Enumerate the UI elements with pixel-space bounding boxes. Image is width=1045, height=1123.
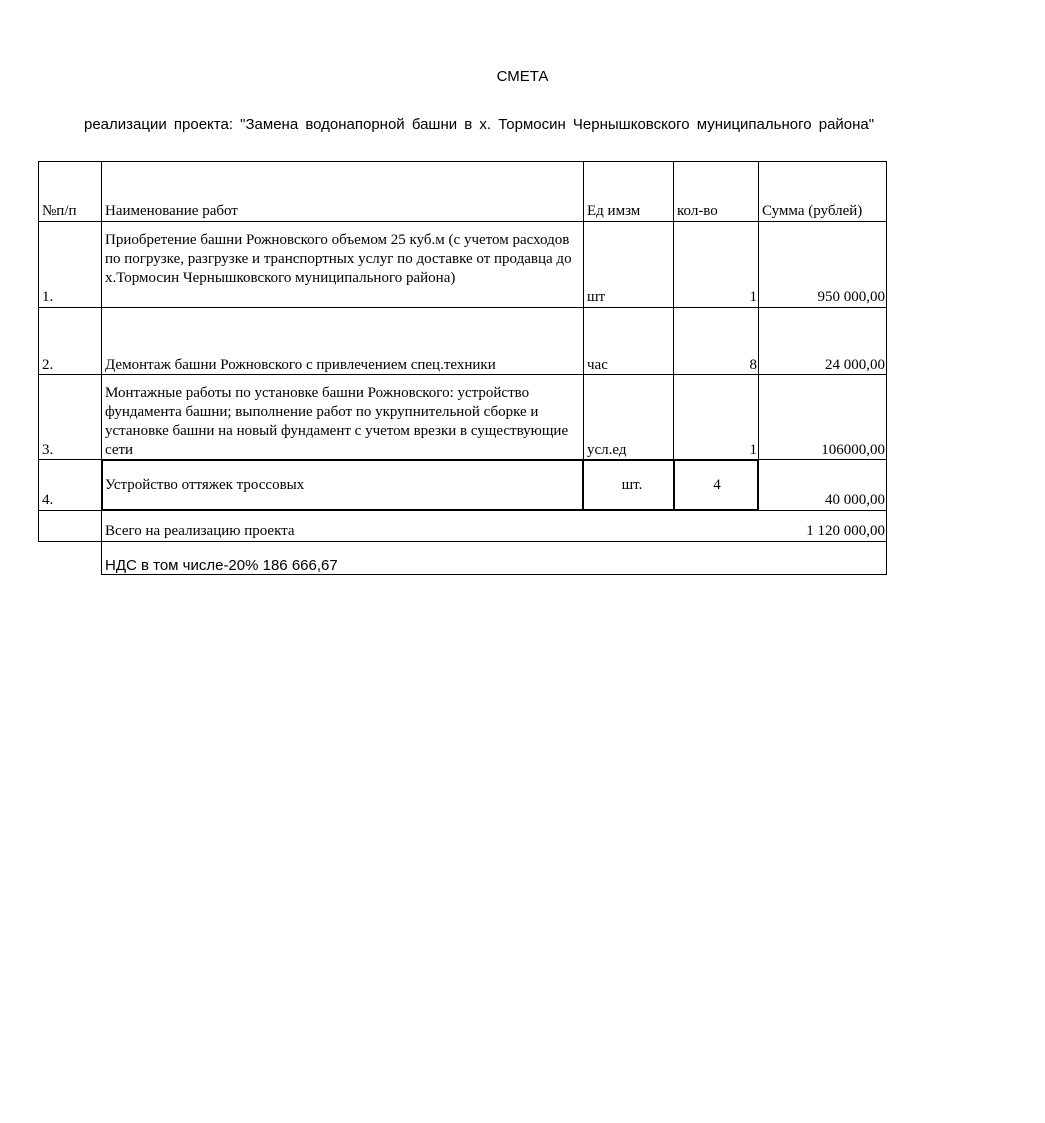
row-1-qty: 1: [749, 289, 757, 305]
table-col-divider: [101, 161, 102, 575]
row-4-name[interactable]: Устройство оттяжек троссовых: [105, 477, 305, 493]
row-1-unit: шт: [587, 289, 606, 305]
row-2-unit: час: [587, 357, 608, 373]
header-name: Наименование работ: [105, 203, 238, 219]
row-1-sum: 950 000,00: [817, 289, 885, 305]
table-row-divider: [38, 541, 887, 542]
document-subtitle: реализации проекта: "Замена водонапорной башни в х. Тормосин Чернышковского муниципального района": [84, 116, 875, 133]
header-sum: Сумма (рублей): [762, 203, 863, 219]
header-num: №п/п: [42, 203, 77, 219]
row-1-name: Приобретение башни Рожновского объемом 25 куб.м (с учетом расходов по погрузке, разгрузке и транспортных услуг по доставке от продавца до х.Тормосин Чернышковского муниципального района): [105, 232, 572, 286]
table-border-left: [38, 161, 39, 542]
selection-border: [101, 459, 759, 461]
row-2-num: 2.: [42, 357, 54, 373]
row-3-unit: усл.ед: [587, 442, 627, 458]
row-4-sum: 40 000,00: [825, 492, 885, 508]
row-2-qty: 8: [749, 357, 757, 373]
row-4-unit[interactable]: шт.: [621, 477, 643, 493]
header-unit: Ед имзм: [587, 203, 641, 219]
table-row-divider: [38, 307, 887, 308]
selection-border: [101, 459, 103, 511]
row-1-num: 1.: [42, 289, 54, 305]
row-3-num: 3.: [42, 442, 54, 458]
row-4-qty[interactable]: 4: [713, 477, 721, 493]
row-2-sum: 24 000,00: [825, 357, 885, 373]
document-title: СМЕТА: [496, 68, 549, 85]
total-label: Всего на реализацию проекта: [105, 523, 295, 539]
table-row-divider: [38, 221, 887, 222]
table-border-right: [886, 161, 887, 575]
selection-border: [101, 509, 759, 511]
total-value: 1 120 000,00: [806, 523, 885, 539]
selection-border: [582, 459, 584, 511]
row-4-num: 4.: [42, 492, 54, 508]
vat-note: НДС в том числе-20% 186 666,67: [105, 557, 338, 574]
row-2-name: Демонтаж башни Рожновского с привлечением спец.техники: [105, 357, 496, 373]
row-3-sum: 106000,00: [821, 442, 885, 458]
header-qty: кол-во: [677, 203, 718, 219]
row-3-qty: 1: [749, 442, 757, 458]
table-border-top: [38, 161, 887, 162]
row-3-name: Монтажные работы по установке башни Рожновского: устройство фундамента башни; выполнение работ по укрупнительной сборке и установке башни на новый фундамент с учетом врезки в существующие сети: [105, 385, 569, 458]
